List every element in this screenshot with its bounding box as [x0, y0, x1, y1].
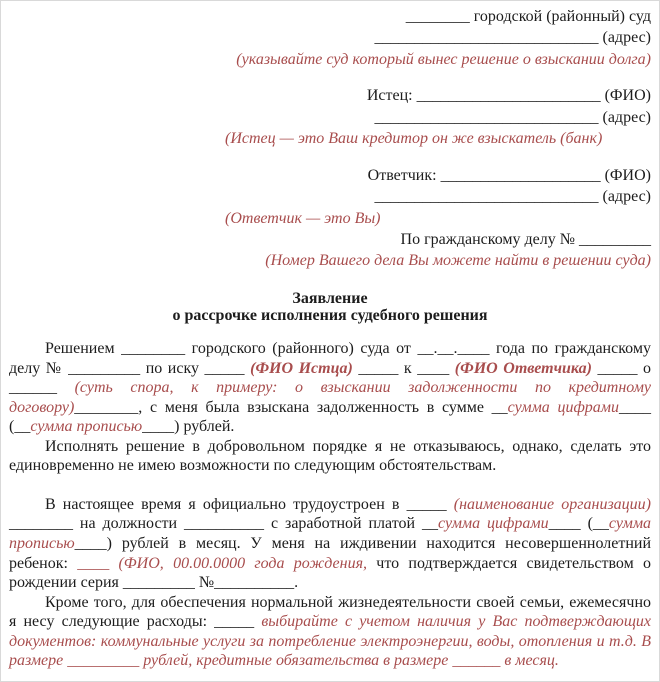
- court-hint: (указывайте суд который вынес решение о взыскании долга): [236, 50, 651, 68]
- paragraph-employment-details: [9, 495, 651, 593]
- defendant-line: Ответчик: ____________________ (ФИО): [367, 166, 651, 184]
- court-address-line: ____________________________ (адрес): [374, 29, 651, 47]
- defendant-hint: (Ответчик — это Вы): [225, 209, 381, 227]
- plaintiff-address-line: ____________________________ (адрес): [374, 108, 651, 126]
- text-segment: ____ (__: [548, 515, 609, 533]
- defendant-address-line: ____________________________ (адрес): [374, 188, 651, 206]
- text-segment: ____ (__: [9, 398, 652, 436]
- text-segment: (ФИО Истца): [250, 359, 353, 377]
- text-segment: сумма цифрами: [507, 398, 620, 416]
- text-segment: _____ о ______: [9, 359, 652, 397]
- paragraph-monthly-expenses: [9, 593, 651, 671]
- text-segment: ____) рублей в месяц. У меня на иждивении находится несовершеннолетний ребенок:: [9, 534, 651, 572]
- text-segment: ________ на должности __________ с заработной платой __: [9, 515, 439, 533]
- text-segment: сумма цифрами: [438, 515, 549, 533]
- document-title-block: [9, 290, 651, 325]
- paragraph-judgment-details: [9, 339, 651, 437]
- text-segment: Исполнять решение в добровольном порядке я не отказываюсь, однако, сделать это единовременно не имею возможности по следующим обстоятельствам.: [9, 437, 651, 475]
- document-body: [9, 339, 651, 670]
- text-segment: В настоящее время я официально трудоустроен в _____: [45, 495, 454, 513]
- text-segment: _____ к ____: [352, 359, 455, 377]
- text-segment: выбирайте с учетом наличия у Вас подтверждающих документов: коммунальные услуги за потребление электроэнергии, воды, отопления и т.д. В размере _________ рублей, кредитные обязательства в размере ______ в месяц.: [9, 613, 652, 670]
- text-segment: сумма прописью: [30, 418, 143, 436]
- court-header-block: [225, 6, 651, 272]
- text-segment: (суть спора, к примеру: о взыскании задолженности по кредитному договору): [9, 379, 651, 416]
- text-segment: ____ (ФИО, 00.00.0000 года рождения,: [77, 554, 368, 572]
- paragraph-willingness-statement: [9, 437, 651, 476]
- text-segment: сумма прописью: [9, 515, 652, 552]
- text-segment: (ФИО Ответчика): [454, 359, 592, 377]
- text-segment: (наименование организации): [453, 495, 652, 513]
- text-segment: ________, с меня была взыскана задолженность в сумме __: [74, 398, 508, 416]
- text-segment: что подтверждается свидетельством о рождении серия _________ №__________.: [9, 554, 652, 592]
- text-segment: Кроме того, для обеспечения нормальной жизнедеятельности своей семьи, ежемесячно я несу следующие расходы: _____: [9, 593, 651, 631]
- case-number-line: По гражданскому делу № _________: [400, 230, 651, 248]
- document-subtitle: о рассрочке исполнения судебного решения: [172, 307, 488, 325]
- plaintiff-hint: (Истец — это Ваш кредитор он же взыскатель (банк): [225, 130, 603, 148]
- case-number-hint: (Номер Вашего дела Вы можете найти в решении суда): [265, 252, 651, 270]
- spacer: [225, 70, 651, 85]
- document-title: Заявление: [292, 289, 368, 307]
- text-segment: Решением ________ городского (районного) суда от __.__.____ года по гражданскому делу № _________ по иску _____: [9, 340, 651, 377]
- text-segment: ____) рублей.: [142, 418, 235, 436]
- spacer: [225, 150, 651, 165]
- plaintiff-line: Истец: _______________________ (ФИО): [366, 87, 651, 105]
- court-name-line: ________ городской (районный) суд: [405, 8, 651, 25]
